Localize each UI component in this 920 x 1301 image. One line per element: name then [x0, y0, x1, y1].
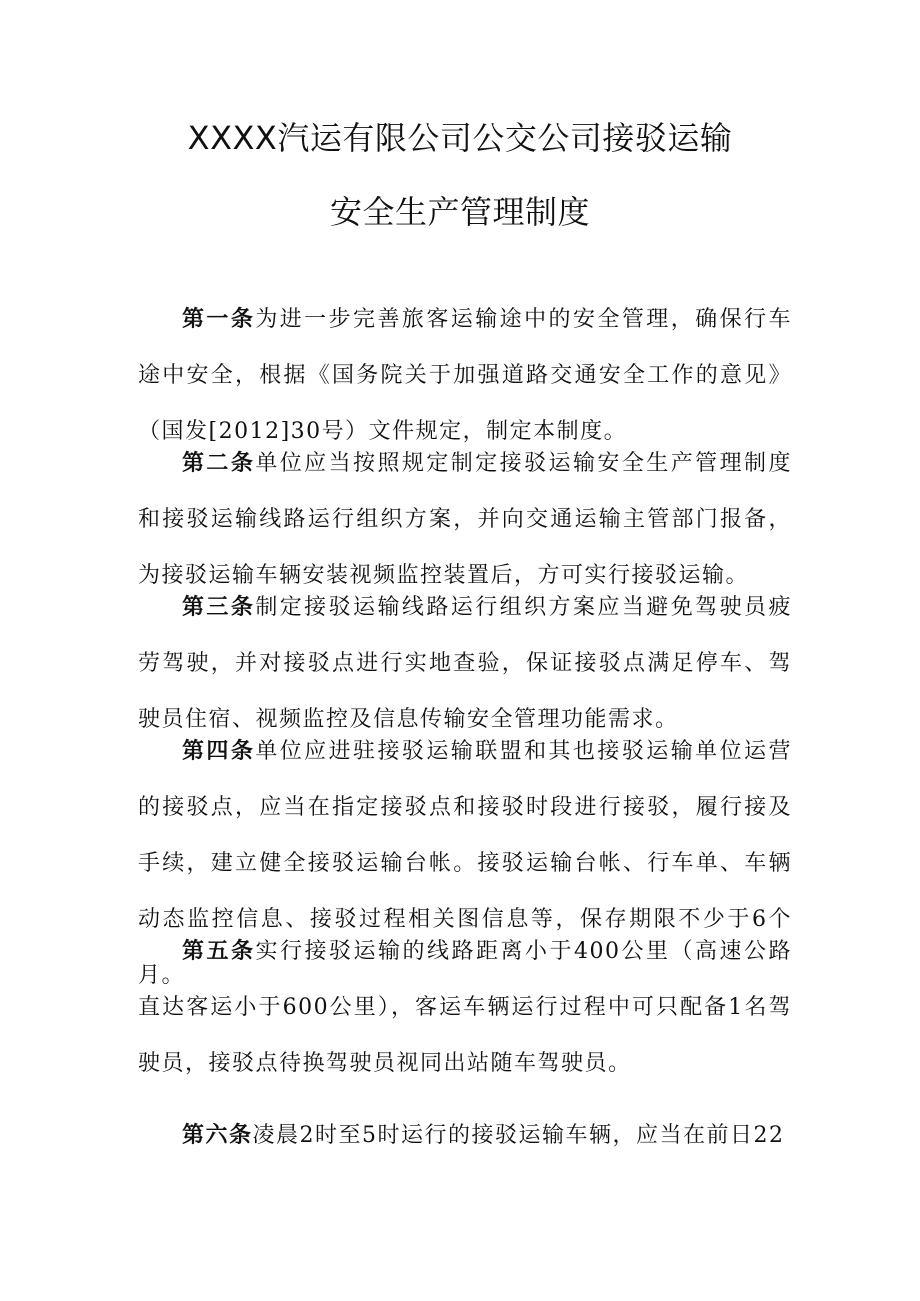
article-3-label: 第三条 — [182, 595, 256, 620]
article-1-label: 第一条 — [182, 307, 256, 332]
article-6-text: 凌晨2时至5时运行的接驳运输车辆，应当在前日22 — [252, 1123, 785, 1148]
article-1-text: 为进一步完善旅客运输途中的安全管理，确保行车途中安全，根据《国务院关于加强道路交通安全工作的意见》（国发[2012]30号）文件规定，制定本制度。 — [138, 307, 792, 444]
article-4-label: 第四条 — [182, 739, 256, 764]
article-5-label: 第五条 — [182, 939, 256, 964]
article-3-text: 制定接驳运输线路运行组织方案应当避免驾驶员疲劳驾驶，并对接驳点进行实地查验，保证接驳点满足停车、驾驶员住宿、视频监控及信息传输安全管理功能需求。 — [138, 595, 792, 732]
article-3 — [138, 580, 792, 748]
article-6-label: 第六条 — [182, 1123, 253, 1148]
article-5-text: 实行接驳运输的线路距离小于400公里（高速公路直达客运小于600公里），客运车辆运行过程中可只配备1名驾驶员，接驳点待换驾驶员视同出站随车驾驶员。 — [138, 939, 792, 1076]
article-4-text: 单位应进驻接驳运输联盟和其也接驳运输单位运营的接驳点，应当在指定接驳点和接驳时段进行接驳，履行接及手续，建立健全接驳运输台帐。接驳运输台帐、行车单、车辆动态监控信息、接驳过程相关图信息等，保存期限不少于6个月。 — [138, 739, 792, 988]
article-1 — [138, 292, 792, 460]
document-title-line-2: 安全生产管理制度 — [329, 193, 590, 231]
article-2 — [138, 436, 792, 604]
document-title-line-1: XXXX汽运有限公司公交公司接驳运输 — [187, 119, 733, 157]
article-2-label: 第二条 — [182, 451, 256, 476]
article-6 — [138, 1108, 792, 1164]
article-5 — [138, 924, 792, 1092]
article-2-text: 单位应当按照规定制定接驳运输安全生产管理制度和接驳运输线路运行组织方案，并向交通运输主管部门报备，为接驳运输车辆安装视频监控装置后，方可实行接驳运输。 — [138, 451, 792, 588]
